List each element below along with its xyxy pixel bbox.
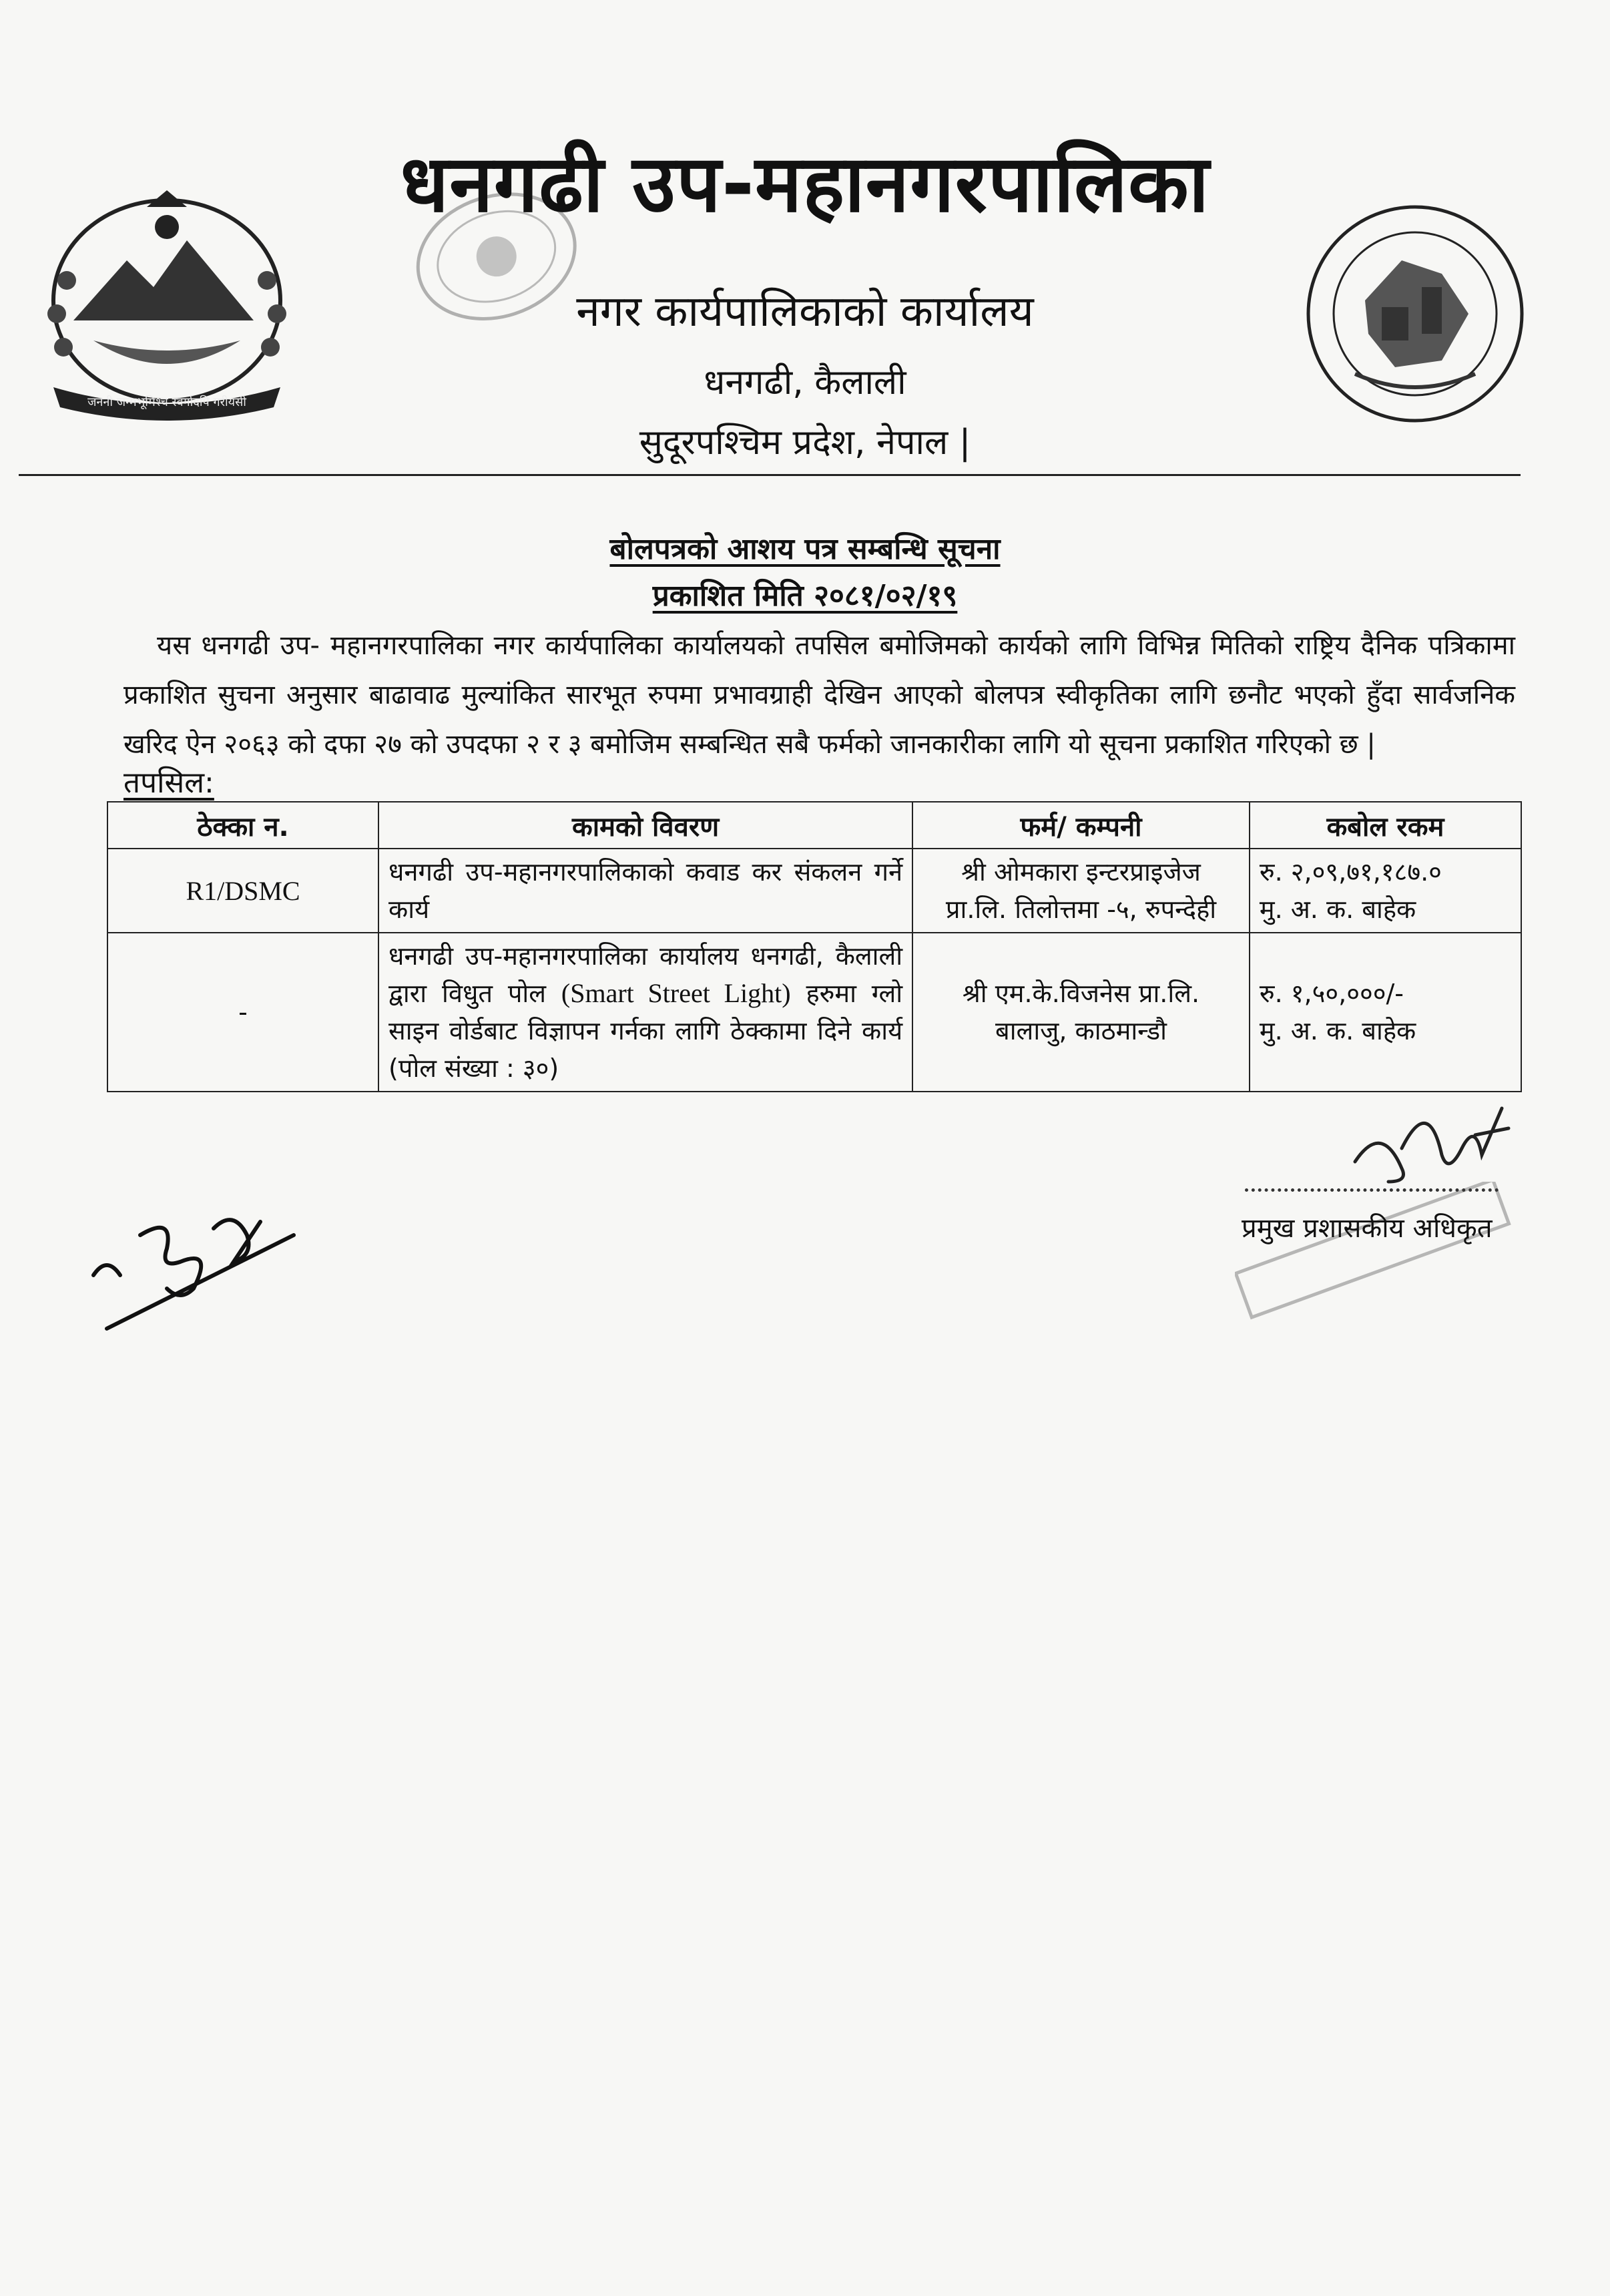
amount-cell: [1250, 849, 1521, 933]
firm-cell: [912, 849, 1250, 933]
table-row: [107, 849, 1521, 933]
office-name: नगर कार्यपालिकाको कार्यालय: [576, 287, 1034, 336]
notice-body: यस धनगढी उप- महानगरपालिका नगर कार्यपालिका कार्यालयको तपसिल बमोजिमको कार्यको लागि विभिन्न मितिको राष्ट्रिय दैनिक पत्रिकामा प्रकाशित सुचना अनुसार बाढावाढ मुल्यांकित सारभूत रुपमा प्रभावग्राही देखिन आएको बोलपत्र स्वीकृतिका लागि छनौट भएको हुँदा सार्वजनिक खरिद ऐन २०६३ को दफा २७ को उपदफा २ र ३ बमोजिम सम्बन्धित सबै फर्मको जानकारीका लागि यो सूचना प्रकाशित गरिएको छ |: [123, 630, 1515, 760]
amount-cell: [1250, 933, 1521, 1092]
signatory-title: प्रमुख प्रशासकीय अधिकृत: [1242, 1213, 1493, 1244]
firm-cell: [912, 933, 1250, 1092]
header-firm: फर्म/ कम्पनी: [912, 802, 1250, 849]
notice-date: [0, 574, 1610, 614]
header-description: कामको विवरण: [378, 802, 912, 849]
handwritten-initials: [80, 1195, 307, 1335]
address-city: धनगढी, कैलाली: [704, 363, 906, 403]
notice-title: [0, 527, 1610, 567]
amount-note: मु. अ. क. बाहेक: [1259, 1016, 1416, 1046]
description-part: हरुमा ग्लो साइन वोर्डबाट विज्ञापन गर्नका लागि ठेक्कामा दिने कार्य (पोल संख्या : ३०): [388, 979, 903, 1083]
firm-name: श्री ओमकारा इन्टरप्राइजेज: [961, 857, 1201, 887]
table-header-row: [107, 802, 1521, 849]
description-english: (Smart Street Light): [561, 978, 791, 1008]
description-cell: [378, 933, 912, 1092]
firm-address: प्रा.लि. तिलोत्तमा -५, रुपन्देही: [945, 895, 1217, 924]
amount-value: रु. १,५०,०००/-: [1259, 979, 1404, 1008]
header-divider: [19, 474, 1521, 476]
description-cell: धनगढी उप-महानगरपालिकाको कवाड कर संकलन गर्ने कार्य: [378, 849, 912, 933]
contract-table: [107, 801, 1522, 1092]
page-title: धनगढी उप-महानगरपालिका: [400, 138, 1210, 230]
amount-value: रु. २,०९,७१,१८७.०: [1259, 857, 1442, 887]
header-contract-no: ठेक्का न.: [107, 802, 378, 849]
header-amount: कबोल रकम: [1250, 802, 1521, 849]
details-label: तपसिल:: [123, 766, 214, 800]
notice-date-text: प्रकाशित मिति २०८१/०२/१९: [652, 579, 958, 613]
notice-title-text: बोलपत्रको आशय पत्र सम्बन्धि सूचना: [609, 532, 1001, 566]
address-province: सुदूरपश्चिम प्रदेश, नेपाल |: [639, 423, 971, 463]
contract-no-cell: -: [107, 933, 378, 1092]
amount-note: मु. अ. क. बाहेक: [1259, 895, 1416, 924]
signature-line: [1245, 1188, 1499, 1192]
firm-address: बालाजु, काठमान्डौ: [995, 1016, 1167, 1046]
contract-no-cell: R1/DSMC: [107, 849, 378, 933]
table-row: [107, 933, 1521, 1092]
emblem-motto: जननी जन्मभूमिश्च स्वर्गादपि गरीयसी: [87, 395, 246, 409]
firm-name: श्री एम.के.विजनेस प्रा.लि.: [962, 979, 1200, 1008]
description-part: धनगढी उप-महानगरपालिका कार्यालय धनगढी, कैलाली द्वारा विधुत पोल: [388, 941, 903, 1008]
